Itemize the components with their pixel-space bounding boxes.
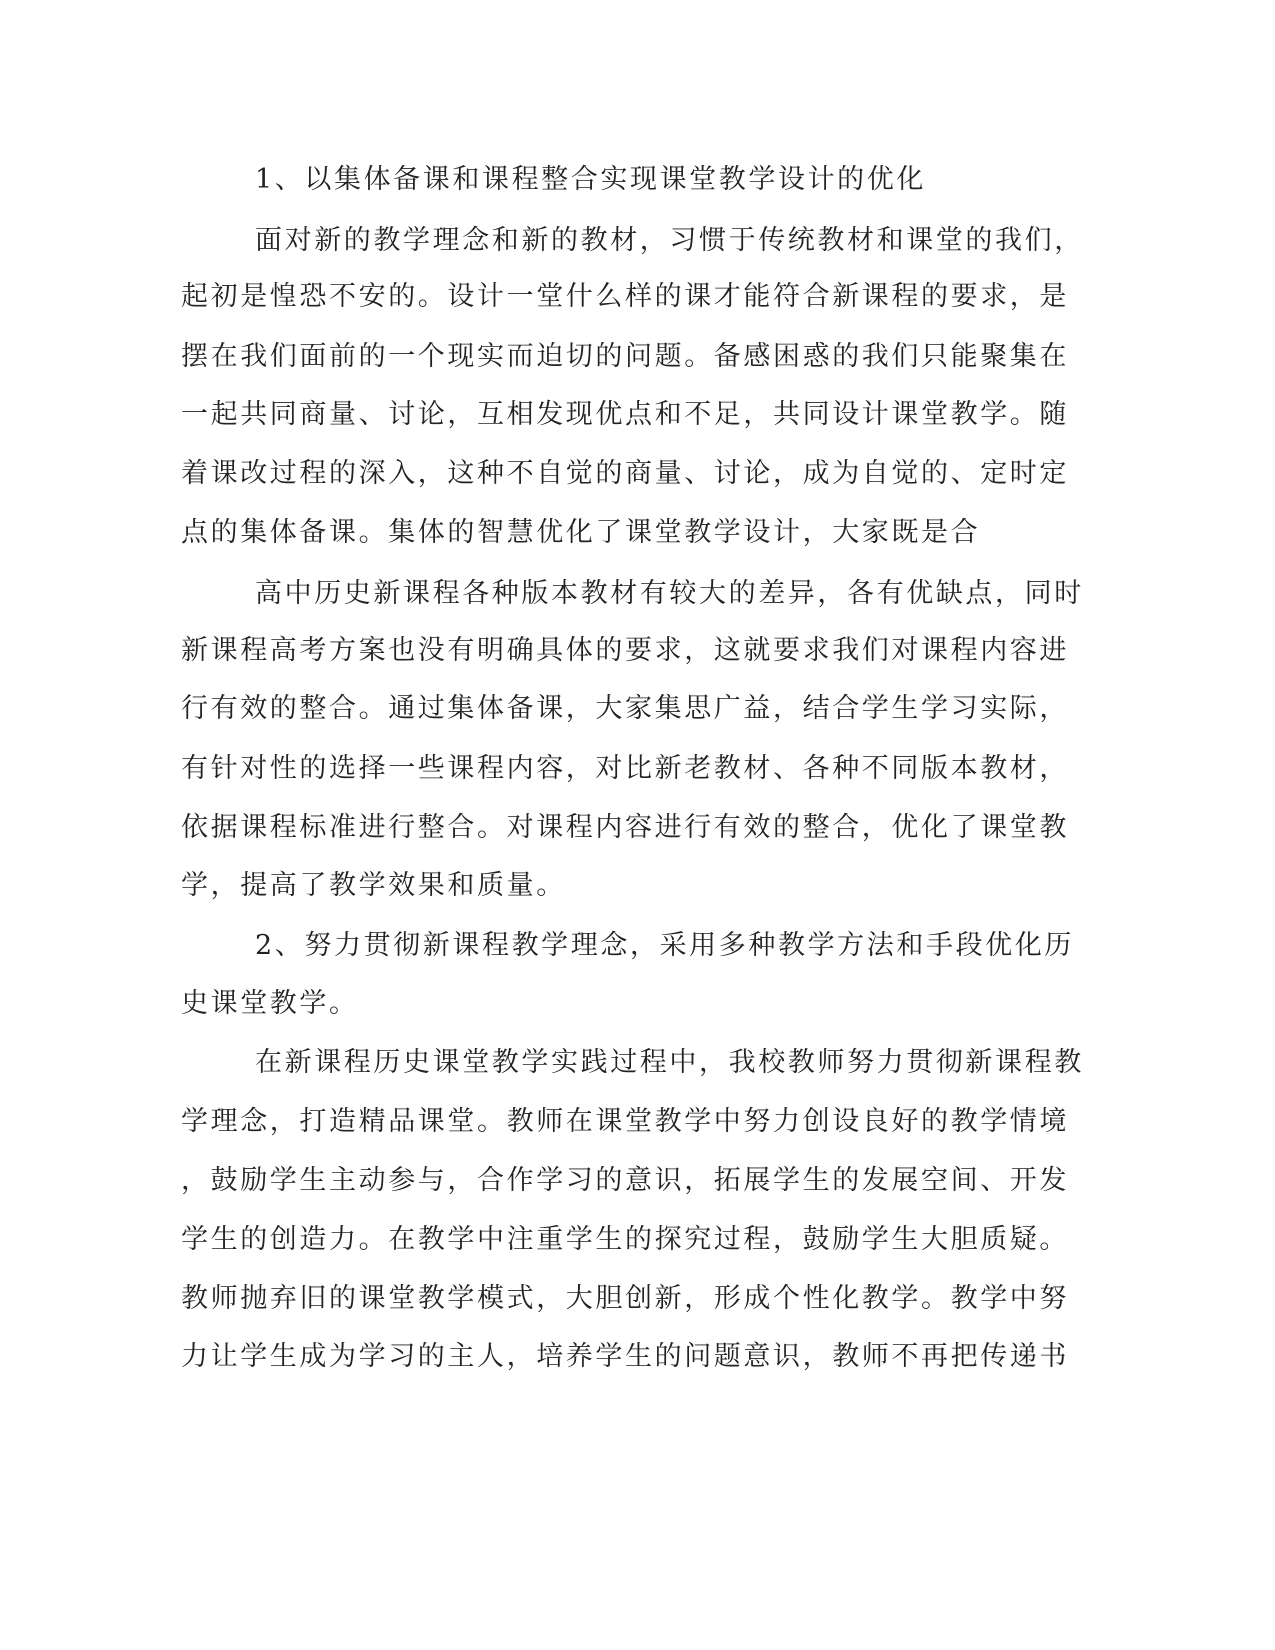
text-line: 教师抛弃旧的课堂教学模式，大胆创新，形成个性化教学。教学中努 (181, 1283, 1069, 1314)
text-line: 着课改过程的深入，这种不自觉的商量、讨论，成为自觉的、定时定 (181, 458, 1069, 489)
text-line: 面对新的教学理念和新的教材，习惯于传统教材和课堂的我们， (255, 225, 1084, 256)
text-line: 依据课程标准进行整合。对课程内容进行有效的整合，优化了课堂教 (181, 812, 1069, 843)
text-line: 有针对性的选择一些课程内容，对比新老教材、各种不同版本教材， (181, 753, 1069, 784)
text-line: 起初是惶恐不安的。设计一堂什么样的课才能符合新课程的要求，是 (181, 281, 1069, 312)
text-line: 新课程高考方案也没有明确具体的要求，这就要求我们对课程内容进 (181, 635, 1069, 666)
text-line: 在新课程历史课堂教学实践过程中，我校教师努力贯彻新课程教 (255, 1047, 1084, 1078)
text-line: 学生的创造力。在教学中注重学生的探究过程，鼓励学生大胆质疑。 (181, 1224, 1069, 1255)
text-line: ，鼓励学生主动参与，合作学习的意识，拓展学生的发展空间、开发 (181, 1165, 1069, 1196)
text-line: 点的集体备课。集体的智慧优化了课堂教学设计，大家既是合 (181, 517, 981, 548)
text-line: 史课堂教学。 (181, 988, 359, 1019)
text-line: 学，提高了教学效果和质量。 (181, 870, 566, 901)
text-line: 力让学生成为学习的主人，培养学生的问题意识，教师不再把传递书 (181, 1341, 1069, 1372)
text-line: 行有效的整合。通过集体备课，大家集思广益，结合学生学习实际， (181, 693, 1069, 724)
text-line: 一起共同商量、讨论，互相发现优点和不足，共同设计课堂教学。随 (181, 399, 1069, 430)
text-line: 摆在我们面前的一个现实而迫切的问题。备感困惑的我们只能聚集在 (181, 341, 1069, 372)
heading-line: 2、努力贯彻新课程教学理念，采用多种教学方法和手段优化历 (255, 930, 1074, 961)
text-line: 高中历史新课程各种版本教材有较大的差异，各有优缺点，同时 (255, 578, 1084, 609)
text-line: 学理念，打造精品课堂。教师在课堂教学中努力创设良好的教学情境 (181, 1106, 1069, 1137)
heading-line: 1、以集体备课和课程整合实现课堂教学设计的优化 (255, 164, 926, 195)
